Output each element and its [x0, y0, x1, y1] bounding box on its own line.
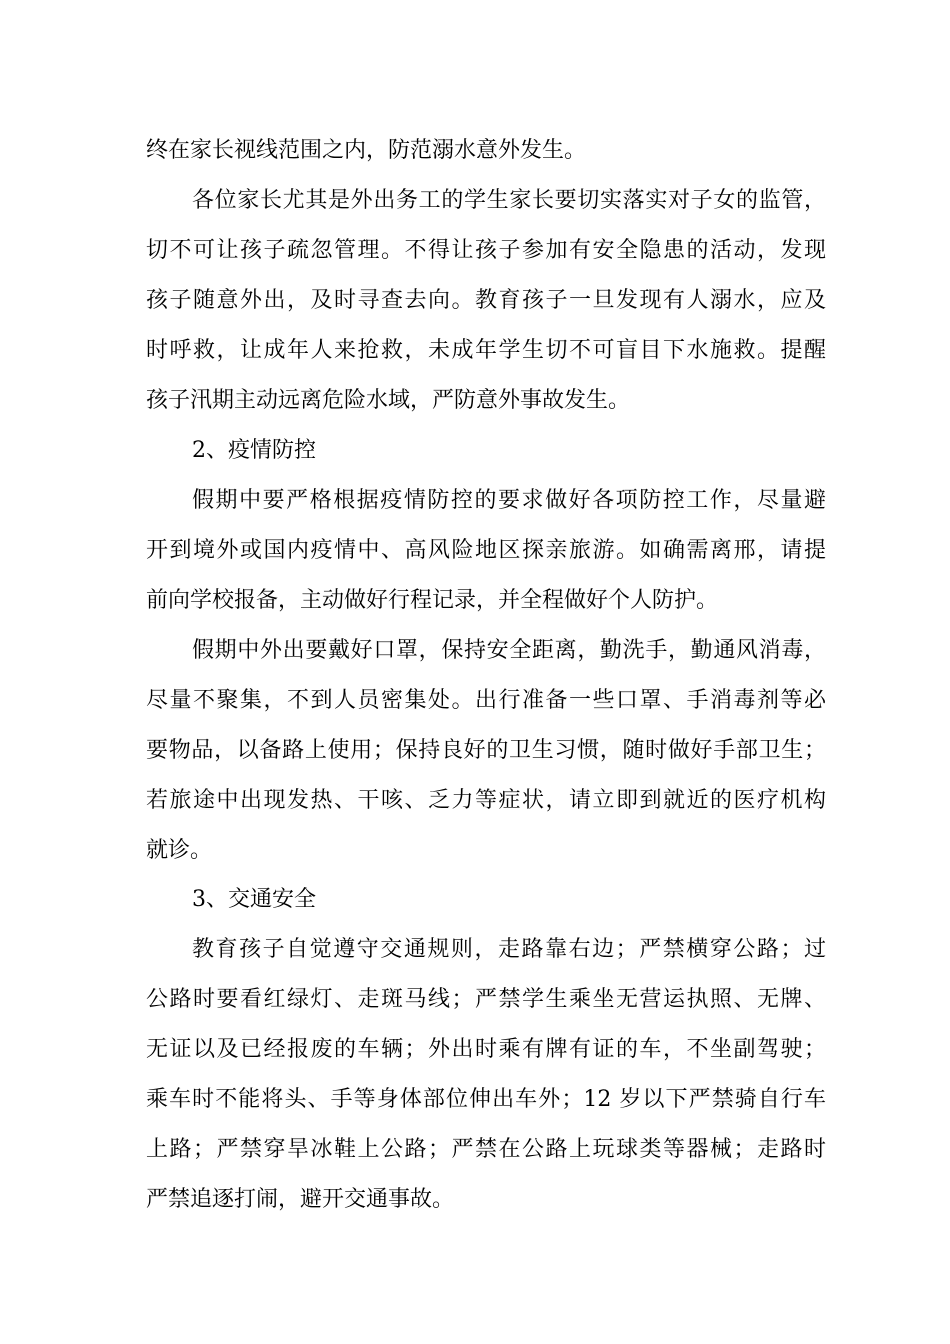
- text-line: 就诊。: [146, 838, 213, 863]
- text-line: 孩子汛期主动远离危险水域，严防意外事故发生。: [146, 388, 631, 413]
- section-heading: 2、疫情防控: [192, 438, 316, 463]
- text-line: 乘车时不能将头、手等身体部位伸出车外；12 岁以下严禁骑自行车: [146, 1087, 826, 1112]
- text-line: 切不可让孩子疏忽管理。不得让孩子参加有安全隐患的活动，发现: [146, 238, 826, 263]
- section-heading: 3、交通安全: [192, 887, 316, 912]
- text-line: 无证以及已经报废的车辆；外出时乘有牌有证的车，不坐副驾驶；: [146, 1037, 826, 1062]
- text-line: 孩子随意外出，及时寻查去向。教育孩子一旦发现有人溺水，应及: [146, 288, 826, 313]
- paragraph-first-line: 假期中要严格根据疫情防控的要求做好各项防控工作，尽量避: [192, 488, 826, 513]
- text-line: 上路；严禁穿旱冰鞋上公路；严禁在公路上玩球类等器械；走路时: [146, 1137, 826, 1162]
- text-line: 开到境外或国内疫情中、高风险地区探亲旅游。如确需离邢，请提: [146, 538, 826, 563]
- text-line: 公路时要看红绿灯、走斑马线；严禁学生乘坐无营运执照、无牌、: [146, 987, 826, 1012]
- paragraph-first-line: 教育孩子自觉遵守交通规则，走路靠右边；严禁横穿公路；过: [192, 937, 826, 962]
- paragraph-first-line: 各位家长尤其是外出务工的学生家长要切实落实对子女的监管，: [192, 188, 826, 213]
- text-line: 若旅途中出现发热、干咳、乏力等症状，请立即到就近的医疗机构: [146, 788, 826, 813]
- text-line: 尽量不聚集，不到人员密集处。出行准备一些口罩、手消毒剂等必: [146, 688, 826, 713]
- text-line: 严禁追逐打闹，避开交通事故。: [146, 1187, 455, 1212]
- text-line: 终在家长视线范围之内，防范溺水意外发生。: [146, 138, 587, 163]
- paragraph-first-line: 假期中外出要戴好口罩，保持安全距离，勤洗手，勤通风消毒，: [192, 638, 826, 663]
- text-line: 时呼救，让成年人来抢救，未成年学生切不可盲目下水施救。提醒: [146, 338, 826, 363]
- text-line: 前向学校报备，主动做好行程记录，并全程做好个人防护。: [146, 588, 719, 613]
- text-line: 要物品，以备路上使用；保持良好的卫生习惯，随时做好手部卫生；: [146, 738, 826, 763]
